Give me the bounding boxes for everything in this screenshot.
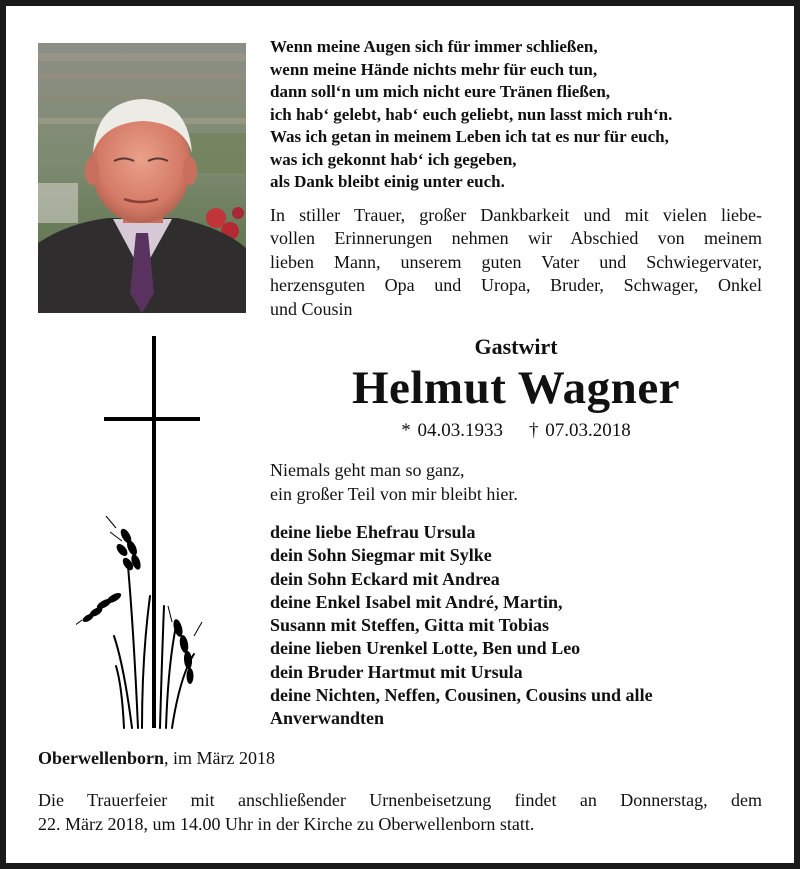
mourner-line: deine lieben Urenkel Lotte, Ben und Leo bbox=[270, 638, 581, 659]
life-dates bbox=[270, 420, 762, 442]
mourner-line: deine liebe Ehefrau Ursula bbox=[270, 522, 476, 542]
poem-line: als Dank bleibt einig unter euch. bbox=[270, 172, 505, 191]
date-line: , im März 2018 bbox=[164, 748, 275, 768]
mourner-line: Susann mit Steffen, Gitta mit Tobias bbox=[270, 615, 550, 636]
death-date: † 07.03.2018 bbox=[529, 420, 631, 441]
intro-paragraph bbox=[270, 204, 762, 321]
intro-line: lieben Mann, unserem guten Vater und Schwiegervater, bbox=[270, 251, 762, 272]
funeral-line: Die Trauerfeier mit anschließender Urnenbeisetzung findet an Donnerstag, dem bbox=[38, 790, 762, 810]
farewell-quote bbox=[270, 458, 760, 506]
cross-with-wheat-icon bbox=[76, 336, 216, 736]
mourner-line: deine Enkel Isabel mit André, Martin, bbox=[270, 591, 563, 612]
place-name: Oberwellenborn bbox=[38, 748, 164, 768]
quote-line: ein großer Teil von mir bleibt hier. bbox=[270, 484, 518, 504]
mourner-line: dein Sohn Eckard mit Andrea bbox=[270, 568, 500, 589]
poem-line: Was ich getan in meinem Leben ich tat es nur für euch, bbox=[270, 127, 669, 146]
poem-line: wenn meine Hände nichts mehr für euch tun, bbox=[270, 59, 598, 79]
poem bbox=[270, 36, 780, 194]
portrait-photo bbox=[38, 43, 246, 313]
mourner-line: dein Bruder Hartmut mit Ursula bbox=[270, 661, 523, 682]
obituary-notice bbox=[6, 6, 794, 863]
deceased-name: Helmut Wagner bbox=[351, 362, 681, 414]
poem-line: was ich gekonnt hab‘ ich gegeben, bbox=[270, 149, 517, 169]
mourner-line: deine Nichten, Neffen, Cousinen, Cousins und alle bbox=[270, 685, 653, 706]
funeral-line: 22. März 2018, um 14.00 Uhr in der Kirche zu Oberwellenborn statt. bbox=[38, 814, 535, 834]
poem-line: dann soll‘n um mich nicht eure Tränen fließen, bbox=[270, 82, 611, 101]
profession: Gastwirt bbox=[474, 334, 558, 359]
mourners-list bbox=[270, 521, 760, 731]
intro-line: In stiller Trauer, großer Dankbarkeit und mit vielen liebe- bbox=[270, 205, 762, 225]
mourner-line: Anverwandten bbox=[270, 708, 385, 729]
birth-date: * 04.03.1933 bbox=[401, 420, 503, 441]
intro-line: herzensguten Opa und Uropa, Bruder, Schwager, Onkel bbox=[270, 275, 762, 296]
intro-line: und Cousin bbox=[270, 298, 353, 319]
poem-line: Wenn meine Augen sich für immer schließen, bbox=[270, 37, 598, 56]
poem-line: ich hab‘ gelebt, hab‘ euch geliebt, nun lasst mich ruh‘n. bbox=[270, 104, 673, 124]
mourner-line: dein Sohn Siegmar mit Sylke bbox=[270, 545, 492, 566]
portrait-image bbox=[38, 43, 246, 313]
quote-line: Niemals geht man so ganz, bbox=[270, 460, 465, 480]
funeral-info bbox=[38, 788, 762, 836]
intro-line: vollen Erinnerungen nehmen wir Abschied von meinem bbox=[270, 228, 762, 249]
place-and-date bbox=[38, 748, 275, 769]
